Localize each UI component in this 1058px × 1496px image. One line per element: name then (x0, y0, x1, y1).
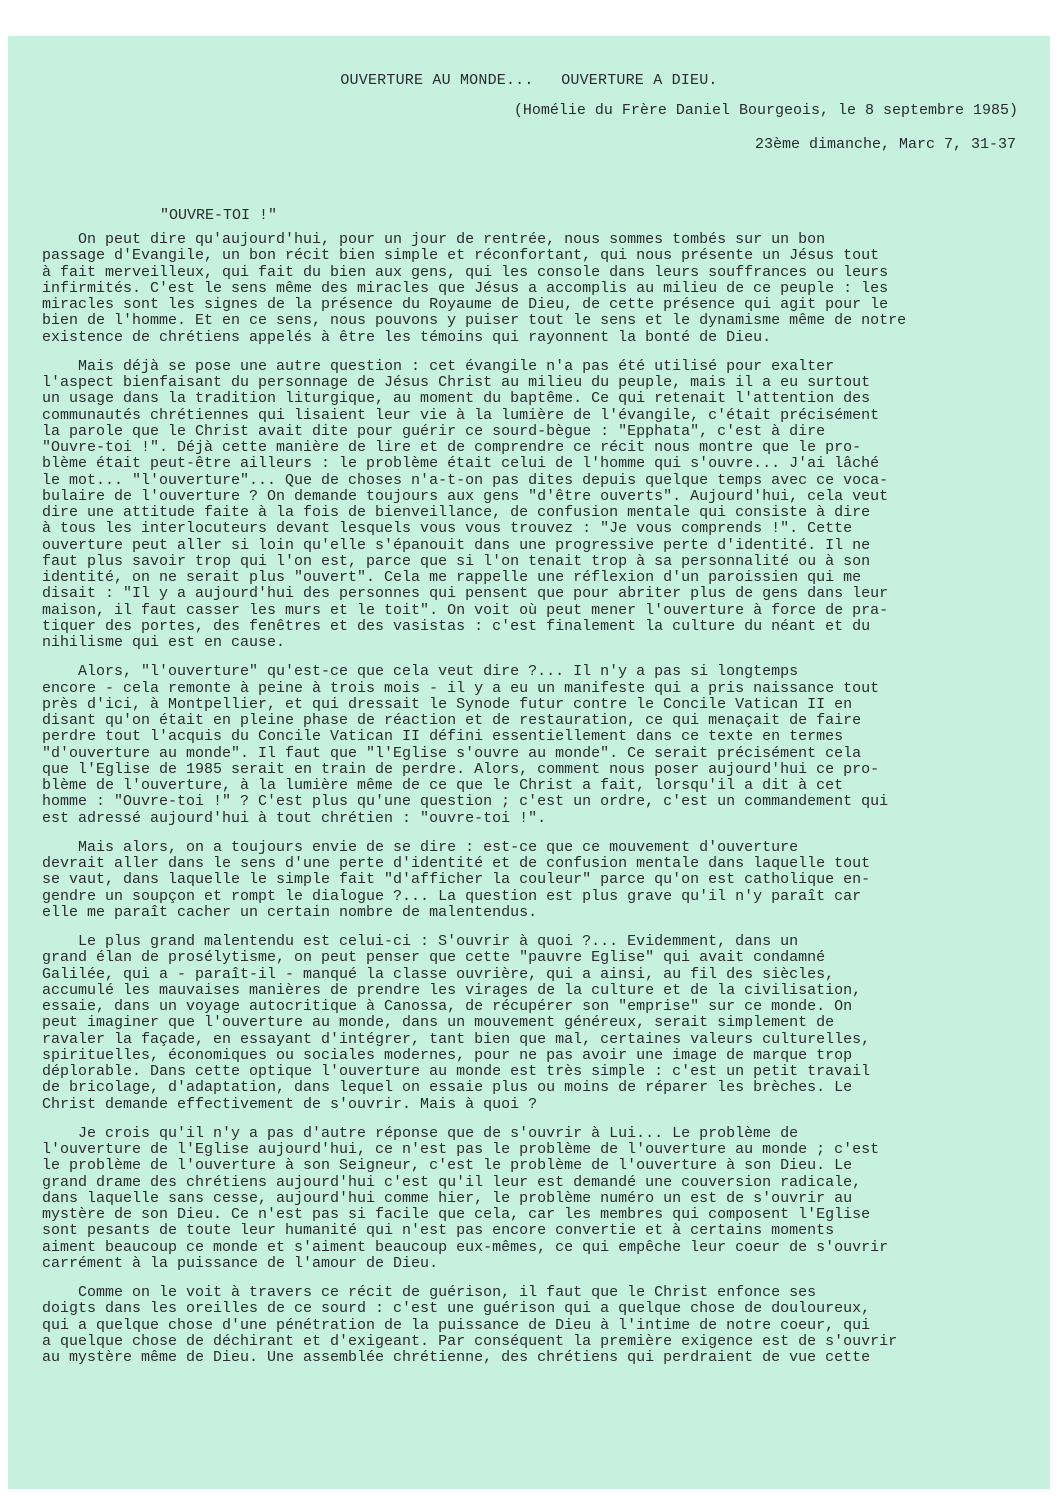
text-line: blème était peut-être ailleurs : le problème était celui de l'homme qui s'ouvre... J'ai lâché (42, 455, 880, 473)
text-line: mystère de son Dieu. Ce n'est pas si facile que cela, car les membres qui composent l'Eglise (42, 1206, 871, 1223)
text-line: disait : "Il y a aujourd'hui des personnes qui pensent que pour abriter plus de gens dans leur (42, 585, 889, 603)
text-line: dire une attitude faite à la fois de bienveillance, de confusion mentale qui consiste à dire (42, 504, 871, 521)
text-line: à fait merveilleux, qui fait du bien aux gens, qui les console dans leurs souffrances ou leurs (42, 263, 889, 281)
text-line: ravaler la façade, en essayant d'intégrer, tant bien que mal, certaines valeurs culturelles, (42, 1030, 871, 1048)
text-line: l'aspect bienfaisant du personnage de Jésus Christ au milieu du peuple, mais il a eu surtout (42, 374, 871, 391)
text-line: gendre un soupçon et rompt le dialogue ?... La question est plus grave qu'il n'y paraît car (42, 887, 862, 905)
text-line: ouverture peut aller si loin qu'elle s'épanouit dans une progressive perte d'identité. Il ne (42, 536, 871, 554)
liturgical-reference: 23ème dimanche, Marc 7, 31-37 (754, 136, 1016, 153)
paragraph (42, 1124, 1050, 1272)
text-line: de bricolage, d'adaptation, dans lequel on essaie plus ou moins de réparer les brèches. Le (42, 1079, 853, 1097)
section-heading: "OUVRE-TOI !" (160, 207, 278, 224)
text-line: On peut dire qu'aujourd'hui, pour un jour de rentrée, nous sommes tombés sur un bon (42, 231, 826, 248)
paragraph (42, 231, 1050, 346)
text-line: Galilée, qui a - paraît-il - manqué la classe ouvrière, qui a ainsi, au fil des siècles, (42, 965, 835, 983)
paragraph (42, 663, 1050, 827)
document-page (8, 36, 1050, 1489)
text-line: passage d'Evangile, un bon récit bien simple et réconfortant, qui nous présente un Jésus tout (42, 247, 880, 265)
text-line: dans laquelle sans cesse, aujourd'hui comme hier, le problème numéro un est de s'ouvrir au (42, 1189, 853, 1207)
text-line: devrait aller dans le sens d'une perte d'identité et de confusion mentale dans laquelle tout (42, 855, 871, 872)
text-line: blème de l'ouverture, à la lumière même de ce que le Christ a fait, lorsqu'il a dit à cet (42, 777, 844, 794)
text-line: le problème de l'ouverture à son Seigneur, c'est le problème de l'ouverture à son Dieu. Le (42, 1157, 853, 1175)
text-line: tiquer des portes, des fenêtres et des vasistas : c'est finalement la culture du néant et du (42, 617, 871, 635)
text-line: Je crois qu'il n'y a pas d'autre réponse que de s'ouvrir à Lui... Le problème de (42, 1124, 799, 1142)
text-line: accumulé les mauvaises manières de prendre les virages de la culture et de la civilisation, (42, 981, 862, 999)
text-line: "d'ouverture au monde". Il faut que "l'Eglise s'ouvre au monde". Ce serait précisément cela (42, 744, 862, 762)
paragraph (42, 1284, 1050, 1366)
homily-attribution: (Homélie du Frère Daniel Bourgeois, le 8 septembre 1985) (513, 102, 1018, 119)
text-line: est adressé aujourd'hui à tout chrétien : "ouvre-toi !". (42, 809, 547, 827)
document-body (42, 231, 1050, 1379)
text-line: le mot... "l'ouverture"... Que de choses n'a-t-on pas dites depuis quelque temps avec ce voca- (42, 471, 889, 489)
paragraph (42, 357, 1050, 652)
text-line: carrément à la puissance de l'amour de Dieu. (42, 1254, 439, 1272)
text-line: communautés chrétiennes qui lisaient leur vie à la lumière de l'évangile, c'était précisément (42, 406, 880, 424)
text-line: maison, il faut casser les murs et le toit". On voit où peut mener l'ouverture à force de pra- (42, 601, 889, 619)
text-line: Christ demande effectivement de s'ouvrir. Mais à quoi ? (42, 1095, 538, 1113)
text-line: existence de chrétiens appelés à être les témoins qui rayonnent la bonté de Dieu. (42, 328, 772, 346)
text-line: que l'Eglise de 1985 serait en train de perdre. Alors, comment nous poser aujourd'hui ce pro- (42, 760, 880, 778)
paragraph (42, 933, 1050, 1113)
text-line: disant qu'on était en pleine phase de réaction et de restauration, ce qui menaçait de faire (42, 712, 862, 729)
text-line: près d'ici, à Montpellier, et qui dressait le Synode futur contre le Concile Vatican II en (42, 695, 853, 713)
text-line: Mais alors, on a toujours envie de se dire : est-ce que ce mouvement d'ouverture (42, 838, 799, 856)
text-line: spirituelles, économiques ou sociales modernes, pour ne pas avoir une image de marque trop (42, 1046, 853, 1064)
text-line: grand élan de prosélytisme, on peut penser que cette "pauvre Eglise" qui avait condamné (42, 949, 826, 967)
text-line: déplorable. Dans cette optique l'ouverture au monde est très simple : c'est un petit travail (42, 1063, 871, 1080)
text-line: Le plus grand malentendu est celui-ci : S'ouvrir à quoi ?... Evidemment, dans un (42, 933, 799, 950)
text-line: "Ouvre-toi !". Déjà cette manière de lire et de comprendre ce récit nous montre que le pro- (42, 439, 862, 456)
text-line: a quelque chose de déchirant et d'exigeant. Par conséquent la première exigence est de s'ouvrir (42, 1332, 898, 1350)
text-line: à tous les interlocuteurs devant lesquels vous vous trouvez : "Je vous comprends !". Cette (42, 520, 853, 538)
text-line: elle me paraît cacher un certain nombre de malentendus. (42, 903, 538, 921)
text-line: au mystère même de Dieu. Une assemblée chrétienne, des chrétiens qui perdraient de vue cette (42, 1349, 871, 1366)
text-line: miracles sont les signes de la présence du Royaume de Dieu, de cette présence qui agit pour le (42, 296, 889, 313)
text-line: Comme on le voit à travers ce récit de guérison, il faut que le Christ enfonce ses (42, 1284, 817, 1301)
text-line: qui a quelque chose d'une pénétration de la puissance de Dieu à l'intime de notre coeur, qui (42, 1316, 871, 1334)
text-line: homme : "Ouvre-toi !" ? C'est plus qu'une question ; c'est un ordre, c'est un commandement qui (42, 793, 889, 811)
text-line: Mais déjà se pose une autre question : cet évangile n'a pas été utilisé pour exalter (42, 357, 835, 375)
text-line: essaie, dans un voyage autocritique à Canossa, de récupérer son "emprise" sur ce monde. On (42, 998, 853, 1015)
text-line: se vaut, dans laquelle le simple fait "d'afficher la couleur" parce qu'on est catholique en- (42, 871, 871, 889)
text-line: doigts dans les oreilles de ce sourd : c'est une guérison qui a quelque chose de douloureux, (42, 1300, 871, 1318)
text-line: aiment beaucoup ce monde et s'aiment beaucoup eux-mêmes, ce qui empêche leur coeur de s'ouvrir (42, 1238, 889, 1256)
text-line: peut imaginer que l'ouverture au monde, dans un mouvement généreux, serait simplement de (42, 1014, 835, 1032)
text-line: identité, on ne serait plus "ouvert". Cela me rappelle une réflexion d'un paroissien qui me (42, 569, 862, 586)
text-line: nihilisme qui est en cause. (42, 634, 286, 651)
text-line: bien de l'homme. Et en ce sens, nous pouvons y puiser tout le sens et le dynamisme même de notre (42, 312, 907, 330)
text-line: perdre tout l'acquis du Concile Vatican II défini essentiellement dans ce texte en termes (42, 728, 844, 746)
paragraph (42, 838, 1050, 921)
text-line: grand drame des chrétiens aujourd'hui c'est qu'il leur est demandé une couversion radicale, (42, 1173, 862, 1191)
text-line: faut plus savoir trop qui l'on est, parce que si l'on tenait trop à sa personnalité ou à son (42, 552, 871, 570)
text-line: bulaire de l'ouverture ? On demande toujours aux gens "d'être ouverts". Aujourd'hui, cela veut (42, 487, 889, 505)
text-line: sont pesants de toute leur humanité qui n'est pas encore convertie et à certains moments (42, 1222, 835, 1240)
text-line: la parole que le Christ avait dite pour guérir ce sourd-bègue : "Epphata", c'est à dire (42, 422, 826, 440)
document-title: OUVERTURE AU MONDE... OUVERTURE A DIEU. (340, 72, 718, 89)
text-line: l'ouverture de l'Eglise aujourd'hui, ce n'est pas le problème de l'ouverture au monde ; c'est (42, 1141, 880, 1158)
text-line: Alors, "l'ouverture" qu'est-ce que cela veut dire ?... Il n'y a pas si longtemps (42, 663, 799, 681)
text-line: infirmités. C'est le sens même des miracles que Jésus a accomplis au milieu de ce peuple : les (42, 279, 889, 297)
text-line: encore - cela remonte à peine à trois mois - il y a eu un manifeste qui a pris naissance tout (42, 679, 880, 697)
text-line: un usage dans la tradition liturgique, au moment du baptême. Ce qui retenait l'attention des (42, 390, 871, 408)
